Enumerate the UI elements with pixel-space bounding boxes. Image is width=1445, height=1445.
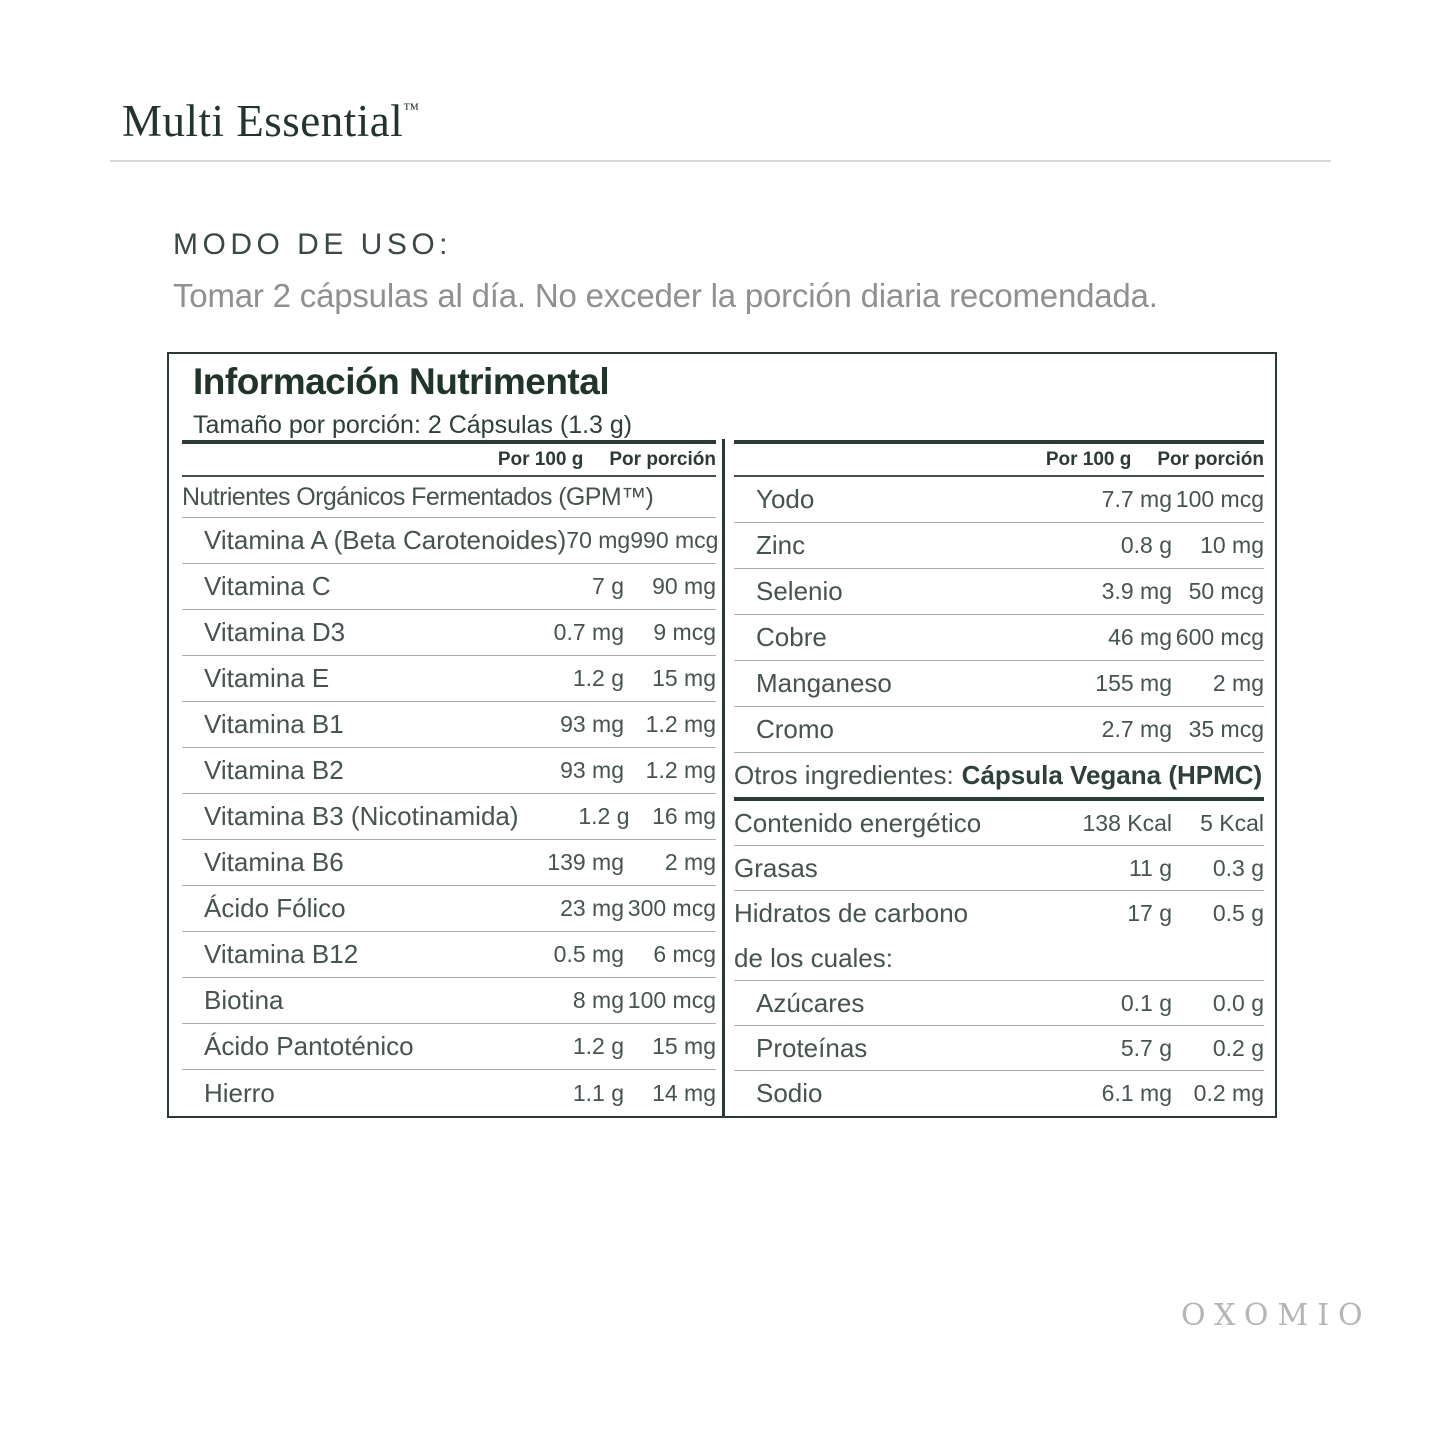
- value-per-portion: 0.3 g: [1212, 854, 1264, 881]
- table-row: [734, 523, 1264, 569]
- value-per-100g: 1.2 g: [572, 665, 624, 691]
- value-per-100g: 138 Kcal: [1082, 809, 1172, 836]
- nutrient-name: Cromo: [756, 714, 835, 744]
- value-per-100g: 93 mg: [560, 711, 624, 737]
- table-row: [734, 1071, 1264, 1116]
- table-row: [734, 1026, 1264, 1071]
- nutrient-name: Vitamina B1: [204, 709, 344, 739]
- table-row: [734, 846, 1264, 891]
- serving-size: Tamaño por porción: 2 Cápsulas (1.3 g): [193, 411, 633, 439]
- other-ingredients-value: Cápsula Vegana (HPMC): [961, 759, 1263, 790]
- value-per-100g: 93 mg: [560, 757, 624, 783]
- value-per-100g: 7.7 mg: [1101, 486, 1172, 512]
- nutrient-name: Ácido Pantoténico: [204, 1031, 414, 1061]
- value-per-100g: 7 g: [592, 573, 624, 599]
- nutrient-name: Vitamina B6: [204, 847, 344, 877]
- value-per-portion: 0.2 g: [1212, 1034, 1264, 1061]
- value-per-100g: 0.7 mg: [553, 619, 624, 645]
- trademark-symbol: ™: [403, 101, 420, 118]
- value-per-portion: 50 mcg: [1188, 578, 1264, 604]
- value-per-100g: 0.5 mg: [553, 941, 624, 967]
- nutrient-name: Hidratos de carbono: [734, 898, 969, 928]
- table-row: [734, 981, 1264, 1026]
- value-per-portion: 1.2 mg: [645, 711, 716, 737]
- nutrient-name: Zinc: [756, 530, 806, 560]
- column-headers-right: [734, 444, 1264, 477]
- table-row: [182, 932, 716, 978]
- value-per-portion: 5 Kcal: [1200, 809, 1264, 836]
- value-per-portion: 600 mcg: [1175, 624, 1264, 650]
- nutrient-name: Vitamina B3 (Nicotinamida): [204, 801, 519, 831]
- table-row: [734, 569, 1264, 615]
- table-row: [734, 707, 1264, 753]
- brand-title: [122, 95, 419, 147]
- table-row: [182, 1024, 716, 1070]
- nutrient-name: Contenido energético: [734, 807, 982, 838]
- usage-heading: MODO DE USO:: [173, 228, 453, 261]
- nutrient-name: Sodio: [756, 1078, 823, 1108]
- nutrient-name: Proteínas: [756, 1032, 868, 1063]
- value-per-100g: 0.8 g: [1120, 532, 1172, 558]
- table-row: [734, 477, 1264, 523]
- table-row: [734, 891, 1264, 936]
- nutrient-name: Vitamina A (Beta Carotenoides): [204, 525, 567, 555]
- section-header-row: [182, 477, 716, 518]
- value-per-portion: 0.2 mg: [1193, 1080, 1264, 1106]
- table-row: [182, 1070, 716, 1116]
- usage-body: Tomar 2 cápsulas al día. No exceder la porción diaria recomendada.: [173, 277, 1158, 314]
- value-per-100g: 155 mg: [1095, 670, 1172, 696]
- table-row: [734, 615, 1264, 661]
- value-per-100g: 3.9 mg: [1101, 578, 1172, 604]
- value-per-100g: 6.1 mg: [1101, 1080, 1172, 1106]
- nutrient-name: Manganeso: [756, 668, 892, 698]
- column-divider: [722, 439, 725, 1116]
- header-per-portion: Por porción: [1157, 448, 1264, 470]
- table-row: [182, 610, 716, 656]
- nutrition-facts-panel: [167, 352, 1277, 1118]
- value-per-100g: 5.7 g: [1120, 1034, 1172, 1061]
- usage-section: [173, 228, 1323, 315]
- value-per-100g: 2.7 mg: [1101, 716, 1172, 742]
- header-per-100g: Por 100 g: [1045, 448, 1132, 470]
- nutrient-name: Vitamina E: [204, 663, 330, 693]
- value-per-100g: 46 mg: [1108, 624, 1172, 650]
- brand-title-text: Multi Essential: [122, 96, 404, 146]
- value-per-100g: 1.1 g: [572, 1079, 624, 1106]
- table-row: [182, 702, 716, 748]
- value-per-portion: 100 mcg: [1175, 486, 1264, 512]
- value-per-portion: 6 mcg: [653, 941, 716, 967]
- nutrition-column-right: [734, 440, 1264, 1116]
- value-per-portion: 300 mcg: [627, 895, 716, 921]
- table-row: [734, 661, 1264, 707]
- nutrition-title: Información Nutrimental: [193, 361, 610, 402]
- value-per-100g: 17 g: [1127, 900, 1172, 926]
- column-headers-left: [182, 444, 716, 477]
- header-divider: [110, 160, 1331, 162]
- table-row: [182, 794, 716, 840]
- nutrient-name: Vitamina B12: [204, 939, 359, 969]
- value-per-100g: 1.2 g: [578, 803, 630, 829]
- section-header-label: Nutrientes Orgánicos Fermentados (GPM™): [182, 482, 654, 511]
- value-per-portion: 16 mg: [652, 803, 716, 829]
- value-per-100g: 0.1 g: [1120, 989, 1172, 1016]
- table-row: [734, 801, 1264, 846]
- nutrient-name: de los cuales:: [734, 942, 893, 973]
- value-per-100g: 11 g: [1128, 854, 1172, 881]
- oxomio-logo: OXOMIO: [1181, 1298, 1372, 1333]
- value-per-portion: 100 mcg: [627, 987, 716, 1013]
- table-row: [182, 840, 716, 886]
- value-per-portion: 14 mg: [652, 1079, 716, 1106]
- other-ingredients-label: Otros ingredientes:: [734, 759, 954, 790]
- table-row: [182, 518, 719, 564]
- nutrient-name: Hierro: [204, 1077, 275, 1108]
- table-row: [182, 748, 716, 794]
- nutrition-column-left: [182, 440, 719, 1116]
- value-per-portion: 10 mg: [1200, 532, 1264, 558]
- value-per-100g: 23 mg: [560, 895, 624, 921]
- value-per-portion: 990 mcg: [630, 527, 719, 553]
- value-per-100g: 70 mg: [566, 527, 631, 553]
- nutrient-name: Grasas: [734, 852, 818, 883]
- table-row: [182, 978, 716, 1024]
- nutrient-name: Vitamina D3: [204, 617, 346, 647]
- value-per-100g: 1.2 g: [572, 1033, 624, 1059]
- nutrient-name: Biotina: [204, 985, 284, 1015]
- nutrient-name: Azúcares: [756, 987, 865, 1018]
- value-per-portion: 0.5 g: [1212, 900, 1264, 926]
- header-per-100g: Por 100 g: [497, 448, 584, 470]
- table-row: [734, 936, 1264, 981]
- value-per-portion: 1.2 mg: [645, 757, 716, 783]
- value-per-portion: 15 mg: [652, 665, 716, 691]
- value-per-portion: 0.0 g: [1212, 989, 1264, 1016]
- other-ingredients-row: [734, 753, 1264, 797]
- table-row: [182, 886, 716, 932]
- nutrient-name: Cobre: [756, 622, 827, 652]
- table-row: [182, 564, 716, 610]
- value-per-portion: 90 mg: [652, 573, 716, 599]
- nutrient-name: Vitamina B2: [204, 755, 344, 785]
- nutrient-name: Selenio: [756, 576, 843, 606]
- nutrient-name: Ácido Fólico: [204, 893, 346, 923]
- value-per-portion: 15 mg: [652, 1033, 716, 1059]
- value-per-portion: 9 mcg: [653, 619, 716, 645]
- value-per-portion: 2 mg: [664, 849, 716, 875]
- table-row: [182, 656, 716, 702]
- value-per-portion: 2 mg: [1212, 670, 1264, 696]
- value-per-100g: 8 mg: [572, 987, 624, 1013]
- header-per-portion: Por porción: [609, 448, 716, 470]
- nutrient-name: Vitamina C: [204, 571, 331, 601]
- value-per-100g: 139 mg: [547, 849, 624, 875]
- value-per-portion: 35 mcg: [1188, 716, 1264, 742]
- nutrient-name: Yodo: [756, 484, 815, 514]
